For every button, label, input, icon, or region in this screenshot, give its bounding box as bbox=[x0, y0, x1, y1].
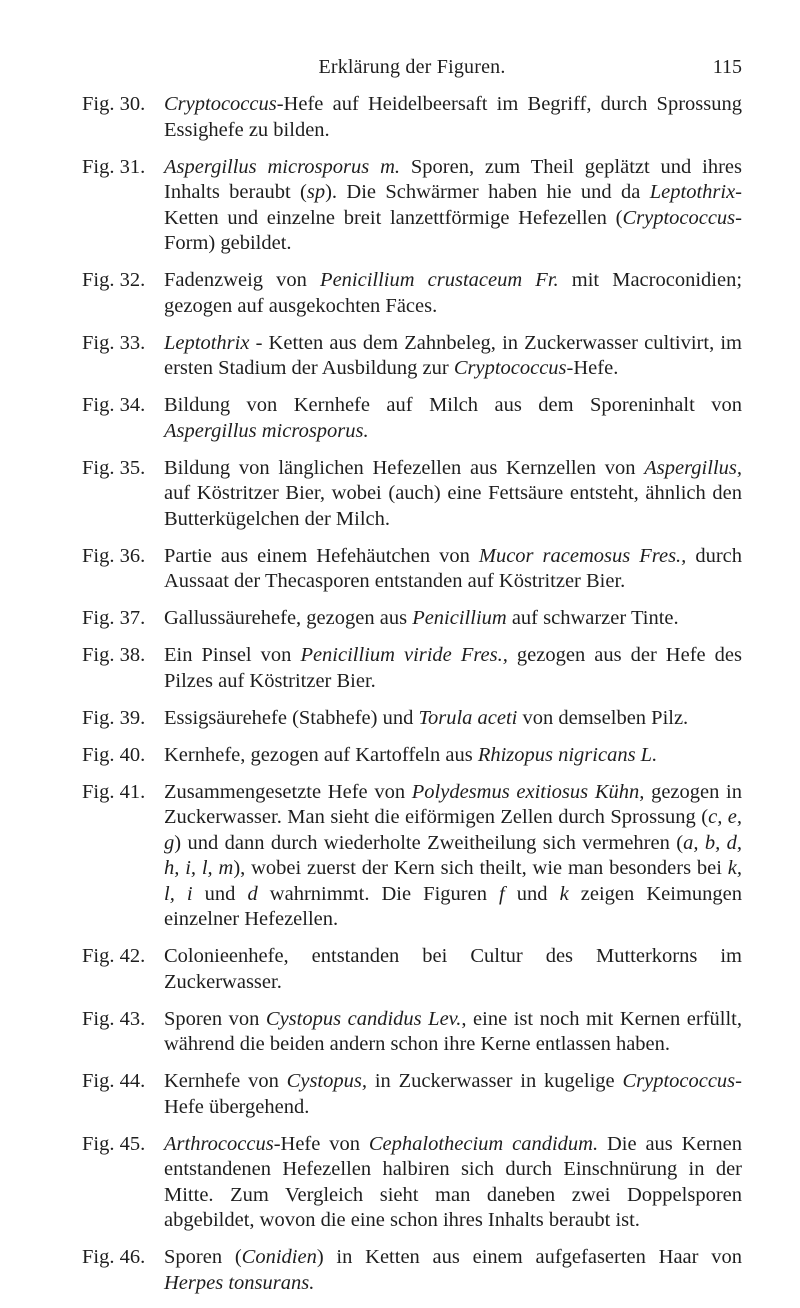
figure-description bbox=[164, 643, 742, 694]
italic-term: Aspergillus microsporus m. bbox=[164, 155, 401, 178]
text-run: Die aus Kernen entstandenen Hefezellen halbiren sich durch Einschnürung in der Mitte. Zum Vergleich sieht man daneben zwei Doppelsporen abgebildet, wovon die eine schon ihres Inhalts beraubt ist. bbox=[164, 1132, 742, 1231]
text-run: Essigsäurehefe (Stabhefe) und bbox=[164, 706, 419, 729]
figure-label: Fig. 31. bbox=[82, 155, 146, 178]
figure-description bbox=[164, 92, 742, 143]
figure-entry bbox=[82, 1245, 742, 1296]
figure-label: Fig. 42. bbox=[82, 945, 146, 967]
figure-label: Fig. 33. bbox=[82, 331, 146, 354]
italic-term: d bbox=[247, 882, 258, 905]
italic-term: Herpes tonsurans. bbox=[164, 1271, 315, 1294]
italic-term: Rhizopus nigricans L. bbox=[477, 743, 658, 766]
figure-entry bbox=[82, 456, 742, 533]
text-run: -Ketten und einzelne breit lanzettförmige Hefezellen ( bbox=[164, 181, 742, 229]
figure-entry bbox=[82, 331, 742, 382]
figure-label: Fig. 38. bbox=[82, 644, 146, 666]
text-run: auf schwarzer Tinte. bbox=[506, 607, 679, 629]
figure-label: Fig. 44. bbox=[82, 1070, 146, 1092]
figure-entry bbox=[82, 743, 742, 769]
text-run: ) in Ketten aus einem aufgefaserten Haar von bbox=[316, 1246, 742, 1268]
page-header bbox=[82, 56, 742, 86]
text-run: von demselben Pilz. bbox=[517, 706, 689, 729]
text-run: -Hefe übergehend. bbox=[164, 1070, 742, 1118]
italic-term: Penicillium bbox=[412, 607, 507, 629]
figure-entry bbox=[82, 268, 742, 319]
italic-term: Leptothrix bbox=[164, 331, 250, 354]
text-run: -Hefe von bbox=[273, 1132, 369, 1155]
figure-entry bbox=[82, 780, 742, 933]
figure-entry bbox=[82, 544, 742, 595]
text-run: Partie aus einem Hefehäutchen von bbox=[164, 544, 479, 567]
italic-term: Cystopus candidus Lev. bbox=[265, 1007, 462, 1030]
figure-entry bbox=[82, 944, 742, 995]
figure-description bbox=[164, 155, 742, 257]
text-run: Bildung von Kernhefe auf Milch aus dem Sporeninhalt von bbox=[164, 394, 742, 416]
italic-term: Torula aceti bbox=[418, 706, 518, 729]
figure-entry bbox=[82, 92, 742, 143]
italic-term: Cryptococcus bbox=[164, 93, 277, 115]
text-run: ). Die Schwärmer haben hie und da bbox=[325, 181, 650, 203]
italic-term: Penicillium crustaceum Fr. bbox=[320, 269, 559, 291]
text-run: Kernhefe von bbox=[164, 1070, 287, 1092]
italic-term: k, l, i bbox=[164, 857, 742, 905]
italic-term: Mucor racemosus Fres., bbox=[478, 544, 687, 567]
figure-label: Fig. 30. bbox=[82, 93, 146, 115]
text-run: zeigen Keimungen einzelner Hefezellen. bbox=[164, 882, 742, 930]
figure-label: Fig. 37. bbox=[82, 607, 146, 629]
text-run: in Zuckerwasser in kugelige bbox=[366, 1070, 623, 1092]
text-run: Bildung von länglichen Hefezellen aus Kernzellen von bbox=[164, 456, 645, 479]
text-run: mit Macroconidien; gezogen auf ausgekochten Fäces. bbox=[164, 269, 743, 317]
figure-entry bbox=[82, 706, 742, 732]
figure-description bbox=[164, 706, 742, 732]
figure-entry bbox=[82, 606, 742, 632]
figure-description bbox=[164, 331, 742, 382]
text-run: -Hefe auf Heidelbeersaft im Begriff, durch Sprossung Essighefe zu bilden. bbox=[164, 93, 742, 141]
figure-entry bbox=[82, 643, 742, 694]
text-run: und bbox=[192, 882, 248, 905]
text-run: Ein Pinsel von bbox=[164, 644, 301, 666]
text-run: und bbox=[504, 882, 560, 905]
text-run: - Ketten aus dem Zahnbeleg, in Zuckerwasser cultivirt, im ersten Stadium der Ausbildung zur bbox=[164, 331, 742, 379]
figure-description bbox=[164, 268, 742, 319]
text-run: Kernhefe, gezogen auf Kartoffeln aus bbox=[164, 743, 478, 766]
italic-term: a, b, d, h, i, l, m bbox=[164, 831, 743, 879]
italic-term: Aspergillus, bbox=[644, 456, 742, 479]
text-run: ), wobei zuerst der Kern sich theilt, wie man besonders bei bbox=[233, 857, 728, 879]
text-run: , eine ist noch mit Kernen erfüllt, während die beiden andern schon ihre Kerne entlassen haben. bbox=[164, 1007, 742, 1055]
figure-label: Fig. 41. bbox=[82, 780, 146, 803]
figure-description bbox=[164, 780, 742, 933]
italic-term: k bbox=[559, 882, 569, 905]
text-run: Sporen, zum Theil geplätzt und ihres Inhalts beraubt ( bbox=[164, 155, 742, 203]
text-run: -Form) gebildet. bbox=[164, 206, 742, 254]
text-run: Gallussäurehefe, gezogen aus bbox=[164, 607, 413, 629]
figure-description bbox=[164, 1069, 742, 1120]
figure-description bbox=[164, 393, 742, 444]
italic-term: Polydesmus exitiosus Kühn, bbox=[411, 780, 645, 803]
italic-term: c, e, g bbox=[164, 806, 743, 854]
text-run: ) und dann durch wiederholte Zweitheilung sich vermehren ( bbox=[174, 831, 684, 854]
figure-description bbox=[164, 944, 742, 995]
figure-description bbox=[164, 743, 742, 769]
figure-entry bbox=[82, 1069, 742, 1120]
figure-legend-list bbox=[82, 92, 742, 1308]
figure-label: Fig. 34. bbox=[82, 394, 146, 416]
figure-label: Fig. 43. bbox=[82, 1007, 146, 1030]
figure-entry bbox=[82, 393, 742, 444]
italic-term: Cryptococcus bbox=[622, 1070, 736, 1092]
italic-term: Leptothrix bbox=[649, 181, 736, 203]
italic-term: Conidien bbox=[241, 1246, 317, 1268]
figure-description bbox=[164, 544, 742, 595]
italic-term: Cystopus, bbox=[286, 1070, 367, 1092]
figure-entry bbox=[82, 155, 742, 257]
text-run: durch Aussaat der Thecasporen entstanden auf Köstritzer Bier. bbox=[164, 544, 742, 592]
text-run: Colonieenhefe, entstanden bei Cultur des Mutterkorns im Zuckerwasser. bbox=[164, 945, 742, 993]
page-number: 115 bbox=[712, 56, 742, 78]
italic-term: Arthrococcus bbox=[164, 1132, 274, 1155]
text-run: wahrnimmt. Die Figuren bbox=[257, 882, 500, 905]
italic-term: Aspergillus microsporus. bbox=[164, 419, 369, 442]
italic-term: f bbox=[499, 882, 505, 905]
text-run: auf Köstritzer Bier, wobei (auch) eine Fettsäure entsteht, ähnlich den Butterkügelchen der Milch. bbox=[164, 482, 742, 530]
figure-entry bbox=[82, 1007, 742, 1058]
running-head: Erklärung der Figuren. bbox=[318, 56, 506, 78]
italic-term: sp bbox=[306, 181, 326, 203]
text-run: Zusammengesetzte Hefe von bbox=[164, 780, 412, 803]
italic-term: Cryptococcus bbox=[453, 357, 567, 379]
italic-term: Cryptococcus bbox=[622, 206, 736, 229]
figure-label: Fig. 32. bbox=[82, 269, 146, 291]
italic-term: Cephalothecium candidum. bbox=[368, 1132, 599, 1155]
figure-description bbox=[164, 1007, 742, 1058]
figure-label: Fig. 36. bbox=[82, 544, 146, 567]
text-run: gezogen in Zuckerwasser. Man sieht die eiförmigen Zellen durch Sprossung ( bbox=[164, 780, 743, 828]
figure-description bbox=[164, 1245, 742, 1296]
figure-label: Fig. 40. bbox=[82, 743, 146, 766]
text-run: Sporen ( bbox=[164, 1246, 242, 1268]
figure-entry bbox=[82, 1132, 742, 1234]
italic-term: Penicillium viride Fres., bbox=[300, 644, 508, 666]
figure-label: Fig. 35. bbox=[82, 456, 146, 479]
text-run: Fadenzweig von bbox=[164, 269, 321, 291]
figure-label: Fig. 45. bbox=[82, 1132, 146, 1155]
text-run: -Hefe. bbox=[566, 357, 619, 379]
figure-description bbox=[164, 1132, 742, 1234]
figure-label: Fig. 39. bbox=[82, 706, 146, 729]
figure-label: Fig. 46. bbox=[82, 1246, 146, 1268]
text-run: gezogen aus der Hefe des Pilzes auf Köstritzer Bier. bbox=[164, 644, 742, 692]
figure-description bbox=[164, 606, 742, 632]
text-run: Sporen von bbox=[164, 1007, 266, 1030]
figure-description bbox=[164, 456, 742, 533]
